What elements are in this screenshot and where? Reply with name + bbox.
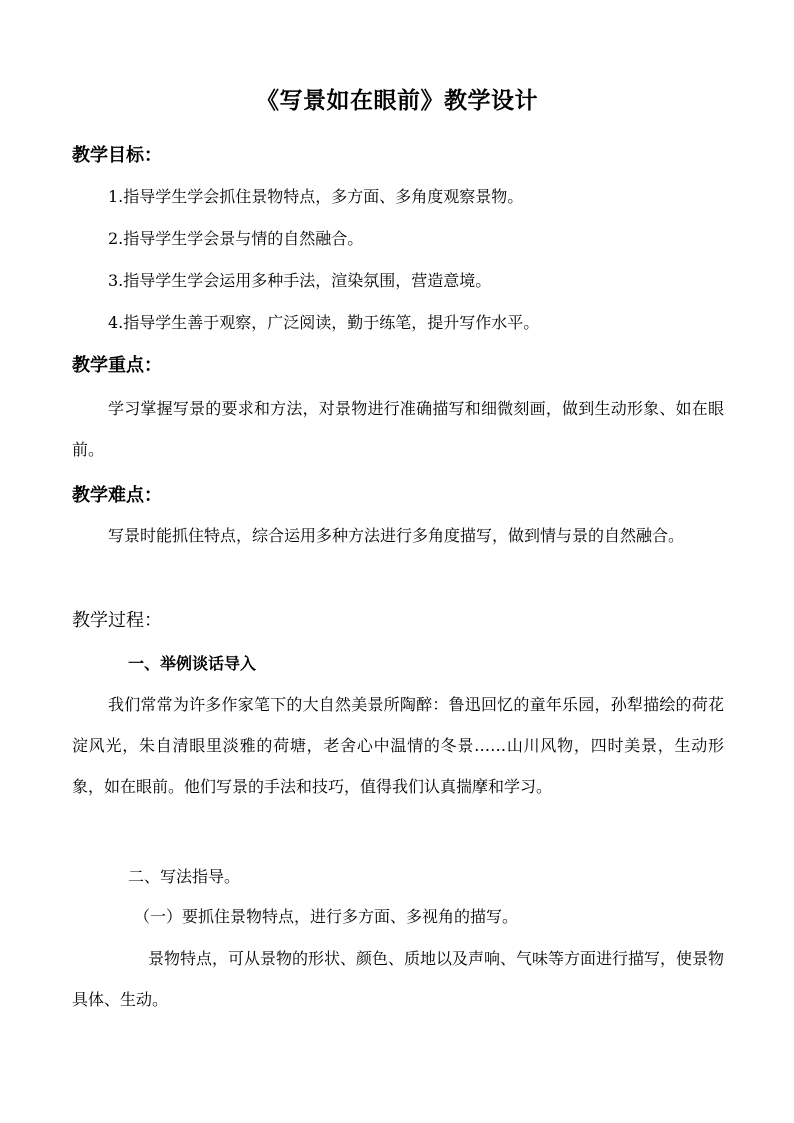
difficulties-heading: 教学难点：: [72, 485, 162, 506]
section2-text: 景物特点，可从景物的形状、颜色、质地以及声响、气味等方面进行描写，使景物具体、生动。: [72, 949, 725, 1009]
key-points-heading: 教学重点：: [72, 355, 162, 376]
section2-title: 二、写法指导。: [128, 867, 241, 886]
objective-item-1: 1.指导学生学会抓住景物特点，多方面、多角度观察景物。: [108, 187, 524, 206]
objective-item-3: 3.指导学生学会运用多种手法，渲染氛围，营造意境。: [108, 271, 492, 290]
difficulties-text: 写景时能抓住特点，综合运用多种方法进行多角度描写，做到情与景的自然融合。: [108, 526, 685, 545]
objective-item-2: 2.指导学生学会景与情的自然融合。: [108, 229, 364, 248]
key-points-text: 学习掌握写景的要求和方法，对景物进行准确描写和细微刻画，做到生动形象、如在眼前。: [72, 399, 724, 459]
document-title: 《写景如在眼前》教学设计: [256, 88, 538, 114]
objective-item-4: 4.指导学生善于观察，广泛阅读，勤于练笔，提升写作水平。: [108, 313, 540, 332]
section1-text: 我们常常为许多作家笔下的大自然美景所陶醉：鲁迅回忆的童年乐园，孙犁描绘的荷花淀风光，朱自清眼里淡雅的荷塘，老舍心中温情的冬景……山川风物，四时美景，生动形象，如在眼前。他们写景的手法和技巧，值得我们认真揣摩和学习。: [72, 695, 724, 796]
section2-subheading-1: （一）要抓住景物特点，进行多方面、多视角的描写。: [134, 907, 519, 926]
section1-title: 一、举例谈话导入: [128, 654, 257, 673]
process-heading: 教学过程：: [72, 610, 162, 631]
objectives-heading: 教学目标：: [72, 145, 162, 166]
